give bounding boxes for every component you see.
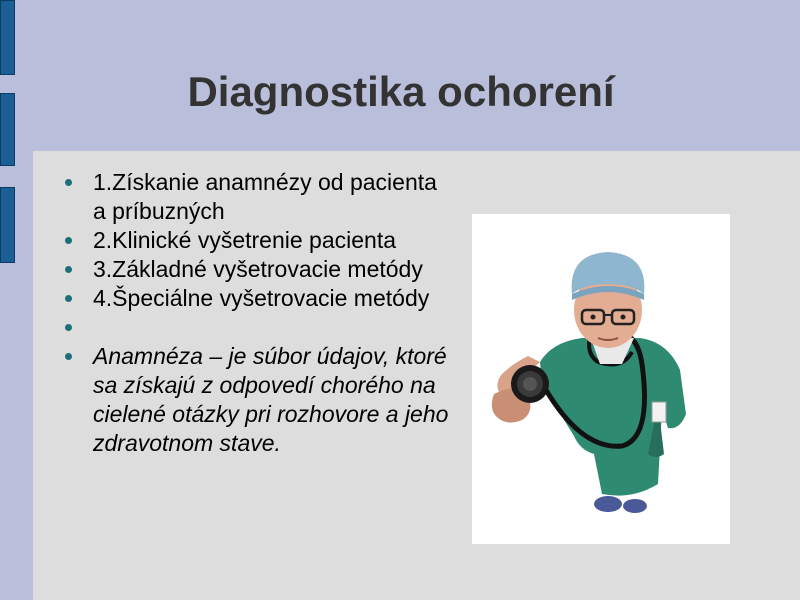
bullet-item-empty [65, 313, 455, 342]
doctor-with-stethoscope-photo [472, 214, 730, 544]
bullet-dot-icon [65, 295, 72, 302]
bullet-item: 3.Základné vyšetrovacie metódy [65, 255, 455, 284]
bullet-item: 2.Klinické vyšetrenie pacienta [65, 226, 455, 255]
left-bar-segment-1 [0, 0, 15, 75]
doctor-illustration-icon [472, 214, 730, 544]
bullet-dot-icon [65, 324, 72, 331]
bullet-list [65, 168, 455, 458]
bullet-dot-icon [65, 179, 72, 186]
bullet-dot-icon [65, 266, 72, 273]
bullet-item: 4.Špeciálne vyšetrovacie metódy [65, 284, 455, 313]
left-bar-segment-3 [0, 187, 15, 263]
bullet-dot-icon [65, 353, 72, 360]
bullet-item-definition: Anamnéza – je súbor údajov, ktoré sa získajú z odpovedí chorého na cielené otázky pri rozhovore a jeho zdravotnom stave. [65, 342, 455, 458]
slide-title: Diagnostika ochorení [187, 68, 615, 115]
bullet-item: 1.Získanie anamnézy od pacienta a príbuzných [65, 168, 455, 226]
bullet-dot-icon [65, 237, 72, 244]
